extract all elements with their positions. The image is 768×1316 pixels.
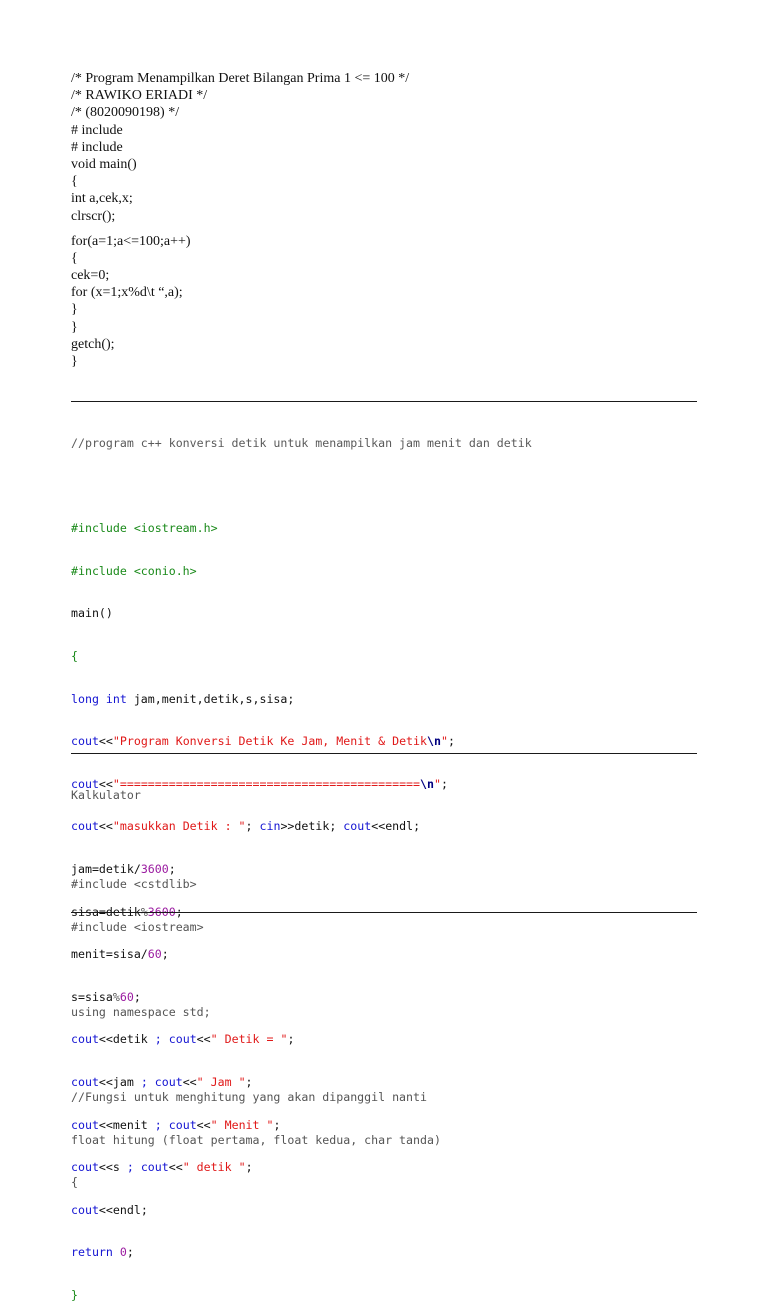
cout-keyword: cout	[168, 1117, 197, 1132]
string-literal: Jam	[203, 1074, 239, 1089]
semicolon: ;	[126, 1245, 134, 1260]
cout-keyword: cout	[343, 819, 372, 834]
string-literal: ===========================================	[119, 776, 421, 791]
operator: <<	[98, 776, 113, 791]
cout-keyword: cout	[71, 1074, 99, 1089]
code-line	[71, 521, 697, 536]
divider-rule	[71, 912, 697, 913]
inner-for-line: for (x=1;x%d\t “,a);	[71, 285, 183, 301]
modulo-operator: %	[112, 989, 120, 1004]
variable-list: jam,menit,detik,s,sisa;	[126, 691, 295, 706]
separator: ;	[126, 1160, 141, 1175]
operator: <<	[98, 734, 113, 749]
semicolon: ;	[440, 776, 448, 791]
close-brace-line: }	[71, 319, 78, 335]
variable: menit	[112, 1117, 155, 1132]
comment-author-line: /* RAWIKO ERIADI */	[71, 88, 208, 104]
string-literal: "	[280, 1032, 288, 1047]
operator: <<	[168, 1160, 183, 1175]
code-line	[71, 436, 697, 451]
close-brace-line: }	[71, 302, 78, 318]
string-literal: "	[112, 776, 120, 791]
variable: s	[112, 1160, 127, 1175]
string-literal: detik	[189, 1160, 239, 1175]
cout-keyword: cout	[168, 1032, 197, 1047]
escape-sequence: \n	[420, 776, 434, 791]
operator: >>	[280, 819, 295, 834]
cin-keyword: cin	[259, 819, 281, 834]
semicolon: ;	[133, 989, 141, 1004]
semicolon: ;	[287, 1032, 295, 1047]
string-literal: "	[238, 819, 246, 834]
type-keyword: long int	[71, 691, 127, 706]
variable: jam	[112, 1074, 141, 1089]
close-brace: }	[71, 1287, 78, 1302]
include-directive: #include <conio.h>	[71, 563, 197, 578]
cout-keyword: cout	[71, 1032, 99, 1047]
open-brace: {	[71, 648, 78, 663]
code-line	[71, 1203, 697, 1218]
cout-keyword: cout	[71, 1202, 99, 1217]
endl-keyword: endl	[112, 1202, 141, 1217]
kalkulator-title: Kalkulator	[71, 788, 141, 802]
return-keyword: return	[71, 1245, 113, 1260]
open-brace-line: {	[71, 250, 78, 266]
cout-keyword: cout	[71, 1160, 99, 1175]
cout-keyword: cout	[71, 819, 99, 834]
number-literal: 60	[119, 989, 134, 1004]
operator: <<	[98, 1202, 113, 1217]
semicolon: ;	[245, 1160, 253, 1175]
divider-rule	[71, 401, 697, 402]
code-line	[71, 564, 697, 579]
clrscr-line: clrscr();	[71, 208, 116, 224]
cout-keyword: cout	[71, 1117, 99, 1132]
cout-keyword: cout	[71, 776, 99, 791]
declaration-line: int a,cek,x;	[71, 191, 133, 207]
close-brace-line: }	[71, 354, 78, 369]
code-comment: //program c++ konversi detik untuk menampilkan jam menit dan detik	[71, 436, 532, 450]
operator: <<	[98, 1117, 113, 1132]
modulo-operator: %	[140, 904, 148, 919]
cout-keyword: cout	[140, 1160, 169, 1175]
open-brace-line: {	[71, 174, 78, 190]
operator: <<	[196, 1032, 211, 1047]
getch-line: getch();	[71, 336, 115, 352]
open-brace: {	[71, 1175, 78, 1190]
comment-title-line: /* Program Menampilkan Deret Bilangan Prima 1 <= 100 */	[71, 71, 410, 86]
code-line	[71, 606, 697, 621]
using-namespace-line: using namespace std;	[71, 1004, 211, 1019]
code-line	[71, 1288, 697, 1303]
number-literal: 3600	[147, 904, 176, 919]
operator: <<	[196, 1117, 211, 1132]
semicolon: ;	[168, 861, 176, 876]
separator: ;	[245, 819, 260, 834]
semicolon: ;	[161, 947, 169, 962]
string-literal: "	[210, 1117, 218, 1132]
semicolon: ;	[413, 819, 421, 834]
variable: detik	[112, 1032, 155, 1047]
code-line	[71, 649, 697, 664]
semicolon: ;	[140, 1202, 148, 1217]
string-literal: "	[112, 734, 120, 749]
semicolon: ;	[175, 904, 183, 919]
cek-assign-line: cek=0;	[71, 268, 110, 284]
number-literal: 60	[147, 947, 162, 962]
code-line	[71, 692, 697, 707]
divider-rule	[71, 753, 697, 754]
semicolon: ;	[273, 1117, 281, 1132]
function-signature: float hitung (float pertama, float kedua, char tanda)	[71, 1132, 441, 1147]
include-line: # include	[71, 122, 123, 138]
number-literal: 0	[119, 1245, 127, 1260]
comment-id-line: /* (8020090198) */	[71, 105, 180, 121]
operator: <<	[98, 1032, 113, 1047]
cout-keyword: cout	[154, 1074, 183, 1089]
for-loop-line: for(a=1;a<=100;a++)	[71, 233, 191, 249]
string-literal: "	[440, 734, 448, 749]
semicolon: ;	[245, 1074, 253, 1089]
section3-code-block	[71, 760, 697, 1204]
string-literal: "	[210, 1032, 218, 1047]
code-line	[71, 1245, 697, 1260]
endl-keyword: endl	[385, 819, 414, 834]
section1-document-text	[71, 70, 697, 370]
string-literal: Menit	[217, 1117, 267, 1132]
include-line: # include	[71, 139, 123, 155]
string-literal: "	[266, 1117, 274, 1132]
assignment: jam=detik/	[71, 861, 141, 876]
assignment: menit=sisa/	[71, 947, 148, 962]
code-line	[71, 734, 697, 749]
string-literal: Program Konversi Detik Ke Jam, Menit & Detik	[119, 734, 427, 749]
operator: <<	[182, 1074, 197, 1089]
separator: ;	[329, 819, 344, 834]
string-literal: "	[196, 1074, 204, 1089]
string-literal: "	[238, 1074, 246, 1089]
operator: <<	[98, 1074, 113, 1089]
operator: <<	[98, 819, 113, 834]
string-literal: "	[182, 1160, 190, 1175]
include-directive: #include <iostream>	[71, 919, 204, 934]
main-function: main()	[71, 606, 113, 621]
include-directive: #include <cstdlib>	[71, 877, 197, 892]
separator: ;	[154, 1032, 169, 1047]
operator: <<	[98, 1160, 113, 1175]
cout-keyword: cout	[71, 734, 99, 749]
string-literal: Detik =	[217, 1032, 281, 1047]
variable: detik	[294, 819, 330, 834]
string-literal: "	[238, 1160, 246, 1175]
include-directive: #include <iostream.h>	[71, 521, 218, 536]
separator: ;	[140, 1074, 155, 1089]
operator: <<	[371, 819, 386, 834]
string-literal: "	[434, 776, 441, 791]
string-literal: "	[112, 819, 120, 834]
escape-sequence: \n	[427, 734, 441, 749]
separator: ;	[154, 1117, 169, 1132]
main-signature-line: void main()	[71, 156, 137, 172]
assignment: s=sisa	[71, 989, 113, 1004]
semicolon: ;	[447, 734, 455, 749]
string-literal: masukkan Detik :	[119, 819, 239, 834]
assignment: sisa=detik	[71, 904, 141, 919]
number-literal: 3600	[140, 861, 169, 876]
code-comment: //Fungsi untuk menghitung yang akan dipanggil nanti	[71, 1090, 427, 1105]
